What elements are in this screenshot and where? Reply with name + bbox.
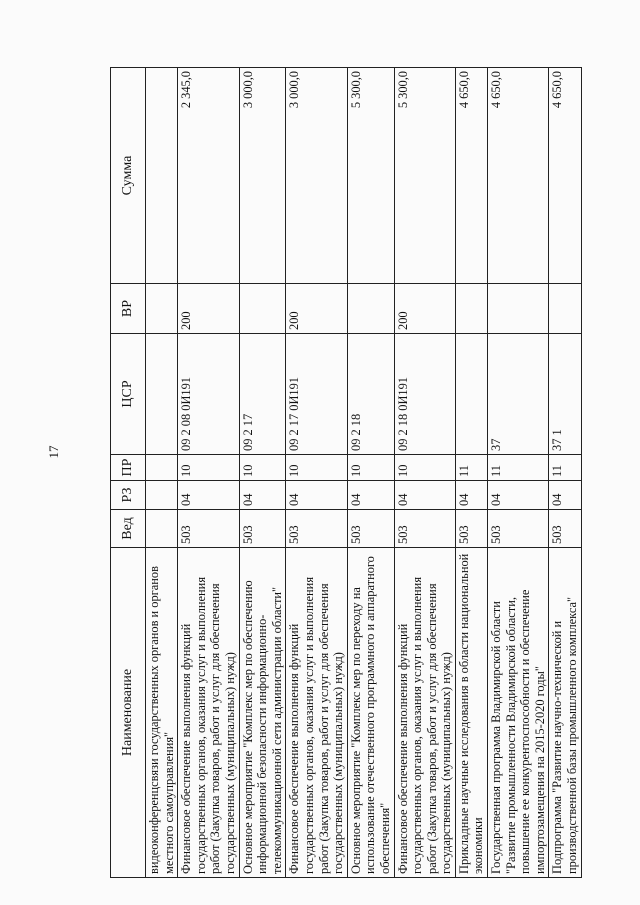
cell-vr: 200 — [178, 284, 239, 334]
cell-pr: 10 — [239, 455, 286, 481]
table-row — [239, 68, 286, 878]
cell-csr: 37 1 — [549, 334, 581, 455]
cell-pr: 11 — [455, 455, 487, 481]
cell-ved: 503 — [239, 510, 286, 548]
cell-pr — [146, 455, 178, 481]
cell-pr: 11 — [549, 455, 581, 481]
cell-vr: 200 — [286, 284, 347, 334]
cell-csr: 09 2 17 0И191 — [286, 334, 347, 455]
cell-pr: 10 — [178, 455, 239, 481]
header-csr: ЦСР — [111, 334, 146, 455]
cell-sum: 4 650,0 — [455, 68, 487, 284]
cell-ved: 503 — [549, 510, 581, 548]
cell-vr: 200 — [394, 284, 455, 334]
cell-pr: 10 — [286, 455, 347, 481]
budget-table — [110, 67, 582, 878]
table-row — [347, 68, 394, 878]
cell-vr — [239, 284, 286, 334]
table-row — [455, 68, 487, 878]
cell-ved: 503 — [286, 510, 347, 548]
cell-sum: 5 300,0 — [394, 68, 455, 284]
cell-sum — [146, 68, 178, 284]
cell-rz — [146, 481, 178, 510]
cell-vr — [455, 284, 487, 334]
cell-vr — [347, 284, 394, 334]
table-row — [178, 68, 239, 878]
header-name: Наименование — [111, 548, 146, 878]
cell-rz: 04 — [394, 481, 455, 510]
cell-rz: 04 — [488, 481, 549, 510]
cell-rz: 04 — [455, 481, 487, 510]
cell-sum: 3 000,0 — [286, 68, 347, 284]
cell-rz: 04 — [347, 481, 394, 510]
cell-csr: 09 2 18 — [347, 334, 394, 455]
cell-vr — [549, 284, 581, 334]
table-row — [549, 68, 581, 878]
cell-name: Основное мероприятие "Комплекс мер по переходу на использование отечественного программного и аппаратного обеспечения" — [347, 548, 394, 878]
header-rz: РЗ — [111, 481, 146, 510]
table-row — [394, 68, 455, 878]
cell-sum: 5 300,0 — [347, 68, 394, 284]
cell-ved — [146, 510, 178, 548]
cell-rz: 04 — [549, 481, 581, 510]
cell-name: Подпрограмма "Развитие научно-технической и производственной базы промышленного комплекса" — [549, 548, 581, 878]
header-vr: ВР — [111, 284, 146, 334]
table-row — [146, 68, 178, 878]
cell-csr: 09 2 08 0И191 — [178, 334, 239, 455]
cell-csr — [146, 334, 178, 455]
rotated-page-content — [110, 68, 597, 878]
header-sum: Сумма — [111, 68, 146, 284]
cell-pr: 10 — [347, 455, 394, 481]
cell-name: Прикладные научные исследования в области национальной экономики — [455, 548, 487, 878]
table-header-row — [111, 68, 146, 878]
cell-ved: 503 — [488, 510, 549, 548]
cell-rz: 04 — [286, 481, 347, 510]
cell-sum: 3 000,0 — [239, 68, 286, 284]
cell-name: Государственная программа Владимирской области "Развитие промышленности Владимирской области, повышение ее конкурентоспособности и обеспечение импортозамещения на 2015-2020 годы" — [488, 548, 549, 878]
cell-ved: 503 — [455, 510, 487, 548]
cell-sum: 4 650,0 — [488, 68, 549, 284]
cell-pr: 11 — [488, 455, 549, 481]
cell-rz: 04 — [178, 481, 239, 510]
cell-name: Финансовое обеспечение выполнения функций государственных органов, оказания услуг и выполнения работ (Закупка товаров, работ и услуг для обеспечения государственных (муниципальных) нужд) — [394, 548, 455, 878]
cell-name: видеоконференцсвязи государственных органов и органов местного самоуправления" — [146, 548, 178, 878]
cell-csr: 37 — [488, 334, 549, 455]
cell-rz: 04 — [239, 481, 286, 510]
cell-name: Финансовое обеспечение выполнения функций государственных органов, оказания услуг и выполнения работ (Закупка товаров, работ и услуг для обеспечения государственных (муниципальных) нужд) — [286, 548, 347, 878]
cell-sum: 2 345,0 — [178, 68, 239, 284]
cell-csr — [455, 334, 487, 455]
cell-vr — [488, 284, 549, 334]
cell-csr: 09 2 18 0И191 — [394, 334, 455, 455]
header-pr: ПР — [111, 455, 146, 481]
cell-name: Финансовое обеспечение выполнения функций государственных органов, оказания услуг и выполнения работ (Закупка товаров, работ и услуг для обеспечения государственных (муниципальных) нужд) — [178, 548, 239, 878]
cell-ved: 503 — [178, 510, 239, 548]
page-number: 17 — [46, 445, 61, 459]
table-row — [286, 68, 347, 878]
cell-ved: 503 — [394, 510, 455, 548]
cell-ved: 503 — [347, 510, 394, 548]
cell-sum: 4 650,0 — [549, 68, 581, 284]
cell-name: Основное мероприятие "Комплекс мер по обеспечению информационной безопасности информационно-телекоммуникационной сети администрации области" — [239, 548, 286, 878]
cell-csr: 09 2 17 — [239, 334, 286, 455]
table-row — [488, 68, 549, 878]
cell-vr — [146, 284, 178, 334]
cell-pr: 10 — [394, 455, 455, 481]
header-ved: Вед — [111, 510, 146, 548]
